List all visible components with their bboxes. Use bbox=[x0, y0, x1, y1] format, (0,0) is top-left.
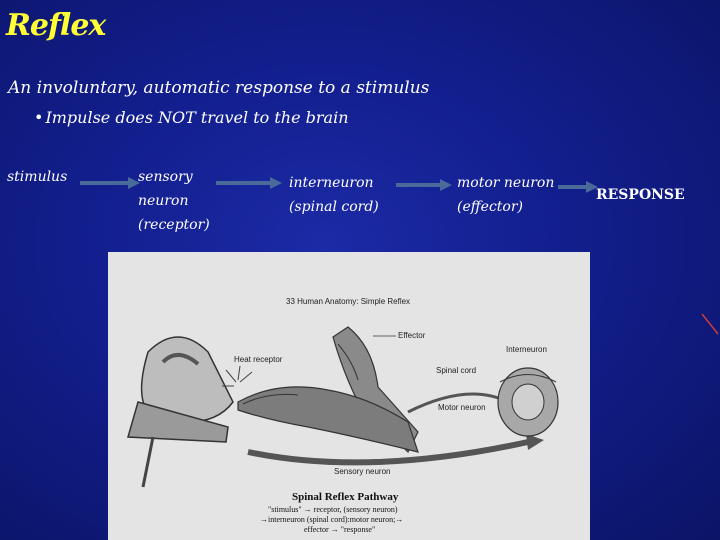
spinal-cord-illustration bbox=[498, 368, 558, 436]
pathway-motor-neuron bbox=[457, 171, 554, 219]
caption-line-3: effector → "response" bbox=[304, 525, 376, 534]
bullet-icon: • bbox=[34, 108, 44, 127]
sensory-line-1: sensory bbox=[138, 169, 193, 185]
interneuron-line-2: (spinal cord) bbox=[289, 199, 379, 215]
label-effector: Effector bbox=[398, 331, 426, 340]
figure-header: 33 Human Anatomy: Simple Reflex bbox=[286, 297, 411, 306]
decorative-line bbox=[700, 312, 720, 336]
caption-line-2: →interneuron (spinal cord):motor neuron;→ bbox=[260, 515, 404, 524]
pathway-response: RESPONSE bbox=[596, 187, 685, 203]
motor-line-1: motor neuron bbox=[457, 175, 555, 191]
caption-title: Spinal Reflex Pathway bbox=[292, 491, 399, 503]
motor-line-2: (effector) bbox=[457, 199, 524, 215]
bullet-point bbox=[34, 108, 349, 127]
label-spinal-cord: Spinal cord bbox=[436, 366, 477, 375]
bullet-text: Impulse does NOT travel to the brain bbox=[45, 108, 349, 127]
label-sensory-neuron: Sensory neuron bbox=[334, 467, 391, 476]
arrow-icon bbox=[558, 180, 600, 194]
pathway-interneuron bbox=[289, 171, 379, 219]
sensory-line-2: neuron bbox=[138, 193, 189, 209]
label-heat-receptor: Heat receptor bbox=[234, 355, 283, 364]
label-interneuron: Interneuron bbox=[506, 345, 547, 354]
label-motor-neuron: Motor neuron bbox=[438, 403, 486, 412]
pathway-sensory-neuron bbox=[138, 165, 210, 237]
arrow-icon bbox=[216, 176, 284, 190]
sensory-line-3: (receptor) bbox=[138, 217, 210, 233]
slide-title: Reflex bbox=[6, 8, 106, 43]
reflex-diagram bbox=[108, 252, 590, 540]
caption-line-1: "stimulus" → receptor, (sensory neuron) bbox=[268, 505, 398, 514]
interneuron-line-1: interneuron bbox=[289, 175, 374, 191]
arrow-icon bbox=[80, 176, 142, 190]
definition-text: An involuntary, automatic response to a stimulus bbox=[8, 78, 430, 98]
arrow-icon bbox=[396, 178, 454, 192]
pathway-stimulus: stimulus bbox=[7, 169, 68, 185]
